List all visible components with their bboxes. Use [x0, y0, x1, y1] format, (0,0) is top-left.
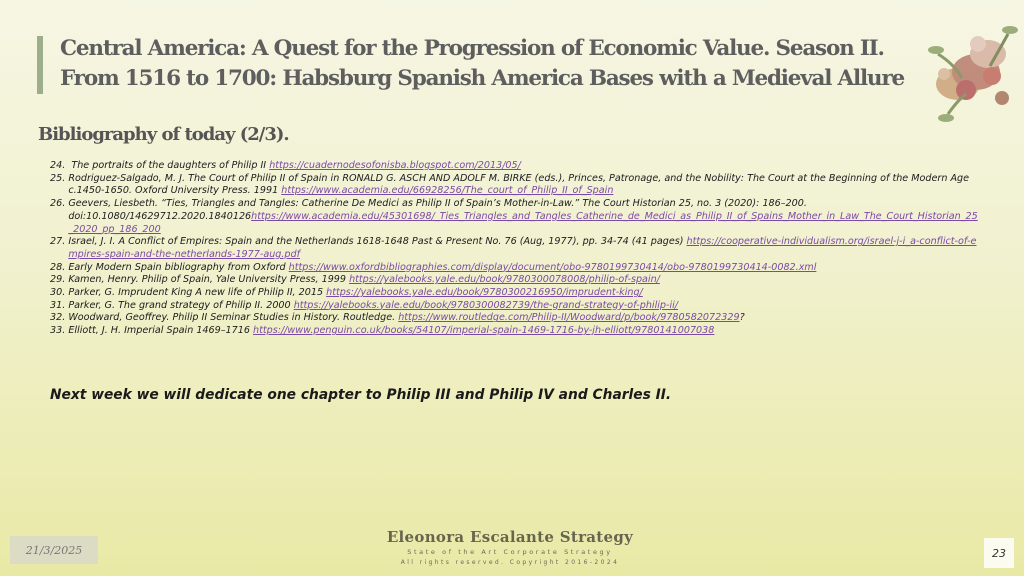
reference-item	[50, 160, 980, 173]
reference-link[interactable]: https://www.academia.edu/45301698/_Ties_Triangles_and_Tangles_Catherine_de_Medici_as_Philip_II_of_Spains_Mother_in_Law_The_Court_Historian_25_2020_pp_186_200	[68, 210, 978, 235]
brand-name: Eleonora Escalante Strategy	[386, 528, 634, 546]
reference-text: Elliott, J. H. Imperial Spain 1469–1716	[68, 325, 254, 337]
reference-item	[50, 262, 980, 275]
reference-text: Early Modern Spain bibliography from Oxford	[68, 261, 289, 273]
reference-number: 30.	[50, 287, 69, 299]
title-line-2: From 1516 to 1700: Habsburg Spanish America Bases with a Medieval Allure	[60, 66, 904, 91]
reference-number: 29.	[50, 274, 69, 286]
next-week-note: Next week we will dedicate one chapter to Philip III and Philip IV and Charles II.	[50, 387, 672, 403]
reference-text: Parker, G. The grand strategy of Philip II. 2000	[68, 299, 294, 311]
section-subtitle: Bibliography of today (2/3).	[38, 124, 289, 145]
slide-title	[60, 34, 940, 94]
reference-item	[50, 198, 980, 236]
reference-item	[50, 300, 980, 313]
flower-decoration-icon	[918, 14, 1024, 128]
reference-number: 27.	[50, 236, 69, 248]
reference-item	[50, 274, 980, 287]
reference-suffix: ?	[739, 312, 745, 324]
reference-body	[68, 312, 980, 325]
reference-text: Israel, J. I. A Conflict of Empires: Spain and the Netherlands 1618-1648 Past & Present No. 76 (Aug, 1977), pp. 34-74 (41 pages)	[68, 236, 687, 248]
bibliography-list	[50, 160, 980, 338]
reference-link[interactable]: https://cooperative-individualism.org/israel-j-i_a-conflict-of-empires-spain-and-the-netherlands-1977-aug.pdf	[68, 236, 977, 260]
reference-text: Rodriguez-Salgado, M. J. The Court of Philip II of Spain in RONALD G. ASCH AND ADOLF M. BIRKE (eds.), Princes, Patronage, and the Nobility: The Court at the Beginning of the Modern Age c.1450-1650. Oxford University Press. 1991	[68, 172, 970, 197]
reference-body	[68, 300, 980, 313]
reference-text: The portraits of the daughters of Philip II	[71, 160, 270, 171]
reference-body	[68, 325, 980, 338]
reference-link[interactable]: https://cuadernodesofonisba.blogspot.com/2013/05/	[269, 160, 521, 171]
reference-text: Woodward, Geoffrey. Philip II Seminar Studies in History. Routledge.	[68, 312, 399, 324]
reference-link[interactable]: https://www.penguin.co.uk/books/54107/imperial-spain-1469-1716-by-jh-elliott/9780141007038	[253, 325, 715, 337]
copyright-text: All rights reserved. Copyright 2016-2024	[400, 559, 620, 566]
reference-link[interactable]: https://yalebooks.yale.edu/book/9780300078008/philip-of-spain/	[349, 274, 660, 286]
reference-body	[68, 236, 980, 261]
reference-text: Geevers, Liesbeth. “Ties, Triangles and Tangles: Catherine De Medici as Philip II of Spain’s Mother-in-Law.” The Court Historian 25, no. 3 (2020): 186–200. doi:10.1080/14629712.2020.1840126	[68, 198, 807, 222]
reference-item	[50, 236, 980, 261]
title-line-1: Central America: A Quest for the Progression of Economic Value. Season II.	[60, 36, 884, 61]
reference-number: 25.	[50, 172, 69, 184]
reference-link[interactable]: https://www.oxfordbibliographies.com/display/document/obo-9780199730414/obo-9780199730414-0082.xml	[288, 261, 817, 273]
reference-number: 33.	[50, 325, 69, 337]
reference-text: Kamen, Henry. Philip of Spain, Yale University Press, 1999	[68, 274, 350, 286]
reference-item	[50, 325, 980, 338]
footer-brand-block	[360, 528, 660, 566]
reference-link[interactable]: https://yalebooks.yale.edu/book/9780300082739/the-grand-strategy-of-philip-ii/	[293, 299, 679, 311]
reference-number: 32.	[50, 312, 69, 324]
reference-body	[68, 262, 980, 275]
reference-link[interactable]: https://yalebooks.yale.edu/book/9780300216950/imprudent-king/	[326, 287, 643, 299]
reference-number: 31.	[50, 299, 69, 311]
reference-number: 24.	[50, 160, 72, 171]
reference-number: 28.	[50, 261, 69, 273]
reference-body	[71, 160, 980, 173]
reference-item	[50, 287, 980, 300]
reference-number: 26.	[50, 198, 69, 210]
date-label: 21/3/2025	[10, 536, 98, 564]
reference-body	[68, 198, 980, 236]
reference-item	[50, 312, 980, 325]
reference-text: Parker, G. Imprudent King A new life of Philip II, 2015	[68, 287, 327, 299]
page-number: 23	[984, 538, 1014, 568]
brand-tagline: State of the Art Corporate Strategy	[407, 548, 613, 556]
reference-link[interactable]: https://www.routledge.com/Philip-II/Woodward/p/book/9780582072329	[398, 312, 740, 324]
reference-item	[50, 173, 980, 198]
reference-body	[68, 274, 980, 287]
title-accent-bar	[37, 36, 43, 94]
reference-link[interactable]: https://www.academia.edu/66928256/The_court_of_Philip_II_of_Spain	[281, 185, 614, 197]
reference-body	[68, 173, 980, 198]
reference-body	[68, 287, 980, 300]
